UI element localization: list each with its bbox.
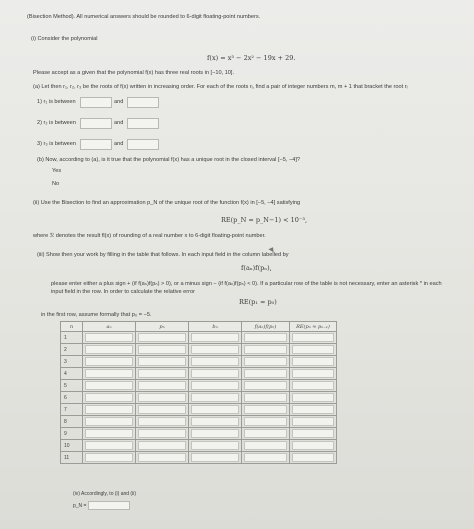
table-cell	[242, 332, 290, 344]
p-input[interactable]	[138, 429, 186, 438]
col-header-a: aₙ	[83, 322, 136, 332]
b-input[interactable]	[191, 405, 239, 414]
row-index: 4	[61, 368, 83, 380]
table-cell	[242, 344, 290, 356]
final-answer-label: p_N =	[73, 503, 87, 509]
final-answer-input[interactable]	[88, 501, 130, 510]
rounding-note: where ℛ denotes the result fl(x) of rounding of a real number x to 6-digit floating-point number.	[33, 233, 266, 239]
p-input[interactable]	[138, 357, 186, 366]
table-cell	[189, 332, 242, 344]
root-2-label: 2) r₂ is between	[37, 120, 76, 126]
a-input[interactable]	[85, 357, 133, 366]
table-cell	[189, 428, 242, 440]
root-1-upper-input[interactable]	[127, 97, 159, 108]
table-cell	[290, 356, 337, 368]
table-cell	[136, 332, 189, 344]
p-input[interactable]	[138, 345, 186, 354]
table-cell	[136, 368, 189, 380]
b-input[interactable]	[191, 381, 239, 390]
table-row	[61, 416, 337, 428]
table-cell	[83, 452, 136, 464]
table-cell	[136, 428, 189, 440]
table-cell	[83, 380, 136, 392]
table-cell	[83, 332, 136, 344]
col-header-n: n	[61, 322, 83, 332]
relative-error-input[interactable]	[292, 405, 334, 414]
root-2-lower-input[interactable]	[80, 118, 112, 129]
a-input[interactable]	[85, 369, 133, 378]
relative-error-input[interactable]	[292, 393, 334, 402]
a-input[interactable]	[85, 453, 133, 462]
option-yes[interactable]: Yes	[52, 168, 62, 174]
table-cell	[242, 428, 290, 440]
root-3-upper-input[interactable]	[127, 139, 159, 150]
p-input[interactable]	[138, 393, 186, 402]
table-cell	[83, 356, 136, 368]
product-sign-input[interactable]	[244, 381, 287, 390]
root-1-and: and	[114, 99, 124, 105]
table-cell	[83, 368, 136, 380]
b-input[interactable]	[191, 393, 239, 402]
product-sign-input[interactable]	[244, 453, 287, 462]
relative-error-input[interactable]	[292, 345, 334, 354]
relative-error-input[interactable]	[292, 429, 334, 438]
b-input[interactable]	[191, 333, 239, 342]
root-3-lower-input[interactable]	[80, 139, 112, 150]
table-cell	[189, 344, 242, 356]
polynomial-equation: f(x) = x³ − 2x² − 19x + 29.	[207, 54, 296, 62]
part-a-question: (a) Let then r₁, r₂, r₃ be the roots of f(x) written in increasing order. For each of the roots rᵢ, find a pair of integer numbers m, m + 1 that bracket the root rᵢ	[33, 84, 408, 90]
table-cell	[242, 356, 290, 368]
a-input[interactable]	[85, 429, 133, 438]
a-input[interactable]	[85, 417, 133, 426]
table-row	[61, 344, 337, 356]
row-index: 7	[61, 404, 83, 416]
part-ii-text: (ii) Use the Bisection to find an approximation p_N of the unique root of the function f(x) in [−5, −4] satisfying	[33, 200, 301, 206]
table-cell	[290, 440, 337, 452]
table-cell	[189, 440, 242, 452]
sign-instructions: please enter either a plus sign + (if f(aₙ)f(pₙ) > 0), or a minus sign − (if f(aₙ)f(pₙ) < 0). If a particular row of the table is not necessary, enter an asterisk * in each	[51, 281, 442, 287]
sign-instructions-2: input field in the row. In order to calculate the relative error	[51, 289, 195, 295]
table-cell	[242, 368, 290, 380]
given-statement: Please accept as a given that the polynomial f(x) has three real roots in [−10, 10].	[33, 70, 235, 76]
a-input[interactable]	[85, 345, 133, 354]
stopping-condition: RE(p_N ≈ p_N−1) < 10⁻³,	[221, 216, 308, 224]
p-input[interactable]	[138, 453, 186, 462]
row-index: 1	[61, 332, 83, 344]
table-cell	[290, 368, 337, 380]
table-cell	[136, 416, 189, 428]
col-header-b: bₙ	[189, 322, 242, 332]
col-header-p: pₙ	[136, 322, 189, 332]
product-sign-input[interactable]	[244, 357, 287, 366]
table-cell	[290, 380, 337, 392]
table-cell	[242, 392, 290, 404]
table-cell	[189, 380, 242, 392]
row-index: 6	[61, 392, 83, 404]
b-input[interactable]	[191, 357, 239, 366]
b-input[interactable]	[191, 345, 239, 354]
table-row	[61, 332, 337, 344]
table-cell	[189, 392, 242, 404]
b-input[interactable]	[191, 369, 239, 378]
a-input[interactable]	[85, 405, 133, 414]
relative-error-input[interactable]	[292, 333, 334, 342]
root-2-upper-input[interactable]	[127, 118, 159, 129]
table-cell	[136, 404, 189, 416]
b-input[interactable]	[191, 429, 239, 438]
table-row	[61, 440, 337, 452]
table-cell	[83, 392, 136, 404]
table-cell	[83, 428, 136, 440]
table-header-row	[61, 322, 337, 332]
p-input[interactable]	[138, 381, 186, 390]
table-cell	[136, 452, 189, 464]
table-cell	[136, 392, 189, 404]
relative-error-input[interactable]	[292, 381, 334, 390]
product-sign-input[interactable]	[244, 369, 287, 378]
table-cell	[136, 344, 189, 356]
part-iii-text: (iii) Show then your work by filling in the table that follows. In each input field in the column labelled by	[37, 252, 289, 258]
table-row	[61, 368, 337, 380]
table-cell	[242, 452, 290, 464]
relative-error-input[interactable]	[292, 441, 334, 450]
relative-error-formula: RE(p₁ ≈ p₀)	[239, 298, 277, 306]
a-input[interactable]	[85, 393, 133, 402]
table-cell	[242, 440, 290, 452]
table-cell	[83, 416, 136, 428]
table-cell	[189, 416, 242, 428]
table-cell	[189, 404, 242, 416]
root-1-label: 1) r₁ is between	[37, 99, 76, 105]
table-cell	[136, 380, 189, 392]
b-input[interactable]	[191, 453, 239, 462]
option-no[interactable]: No	[52, 181, 60, 187]
p-input[interactable]	[138, 441, 186, 450]
a-input[interactable]	[85, 441, 133, 450]
intro-text: (Bisection Method). All numerical answers should be rounded to 6-digit floating-point numbers.	[27, 14, 261, 20]
relative-error-input[interactable]	[292, 357, 334, 366]
table-row	[61, 380, 337, 392]
table-cell	[242, 416, 290, 428]
root-1-lower-input[interactable]	[80, 97, 112, 108]
row-index: 10	[61, 440, 83, 452]
table-cell	[242, 404, 290, 416]
table-cell	[290, 344, 337, 356]
row-index: 5	[61, 380, 83, 392]
table-cell	[83, 404, 136, 416]
row-index: 3	[61, 356, 83, 368]
part-iv-text: (iv) Accordingly, to (i) and (ii)	[73, 491, 136, 497]
first-row-note: in the first row, assume formally that p₀ = −5.	[41, 312, 152, 318]
a-input[interactable]	[85, 381, 133, 390]
root-2-and: and	[114, 120, 124, 126]
product-sign-input[interactable]	[244, 405, 287, 414]
table-cell	[242, 380, 290, 392]
p-input[interactable]	[138, 417, 186, 426]
root-3-label: 3) r₃ is between	[37, 141, 76, 147]
table-cell	[290, 392, 337, 404]
table-cell	[136, 440, 189, 452]
relative-error-input[interactable]	[292, 453, 334, 462]
row-index: 11	[61, 452, 83, 464]
col-header-relative-error: RE(pₙ ≈ pₙ₋₁)	[290, 322, 337, 332]
product-sign-input[interactable]	[244, 393, 287, 402]
table-row	[61, 452, 337, 464]
row-index: 9	[61, 428, 83, 440]
col-header-product: f(aₙ)f(pₙ)	[242, 322, 290, 332]
table-row	[61, 356, 337, 368]
part-b-question: (b) Now, according to (a), is it true that the polynomial f(x) has a unique root in the closed interval [−5, −4]?	[37, 157, 301, 163]
table-cell	[136, 356, 189, 368]
product-sign-input[interactable]	[244, 441, 287, 450]
bisection-table	[60, 321, 337, 464]
table-cell	[189, 452, 242, 464]
table-cell	[290, 332, 337, 344]
table-cell	[189, 356, 242, 368]
p-input[interactable]	[138, 333, 186, 342]
table-cell	[83, 440, 136, 452]
table-cell	[290, 404, 337, 416]
table-cell	[290, 416, 337, 428]
b-input[interactable]	[191, 441, 239, 450]
b-input[interactable]	[191, 417, 239, 426]
a-input[interactable]	[85, 333, 133, 342]
product-sign-input[interactable]	[244, 345, 287, 354]
row-index: 8	[61, 416, 83, 428]
table-row	[61, 404, 337, 416]
table-row	[61, 428, 337, 440]
relative-error-input[interactable]	[292, 369, 334, 378]
p-input[interactable]	[138, 405, 186, 414]
table-cell	[83, 344, 136, 356]
product-sign-input[interactable]	[244, 429, 287, 438]
row-index: 2	[61, 344, 83, 356]
table-row	[61, 392, 337, 404]
product-header-formula: f(aₙ)f(pₙ),	[241, 264, 272, 272]
table-cell	[290, 428, 337, 440]
product-sign-input[interactable]	[244, 333, 287, 342]
product-sign-input[interactable]	[244, 417, 287, 426]
root-3-and: and	[114, 141, 124, 147]
p-input[interactable]	[138, 369, 186, 378]
part-i-label: (i) Consider the polynomial	[31, 36, 98, 42]
relative-error-input[interactable]	[292, 417, 334, 426]
table-cell	[189, 368, 242, 380]
table-cell	[290, 452, 337, 464]
